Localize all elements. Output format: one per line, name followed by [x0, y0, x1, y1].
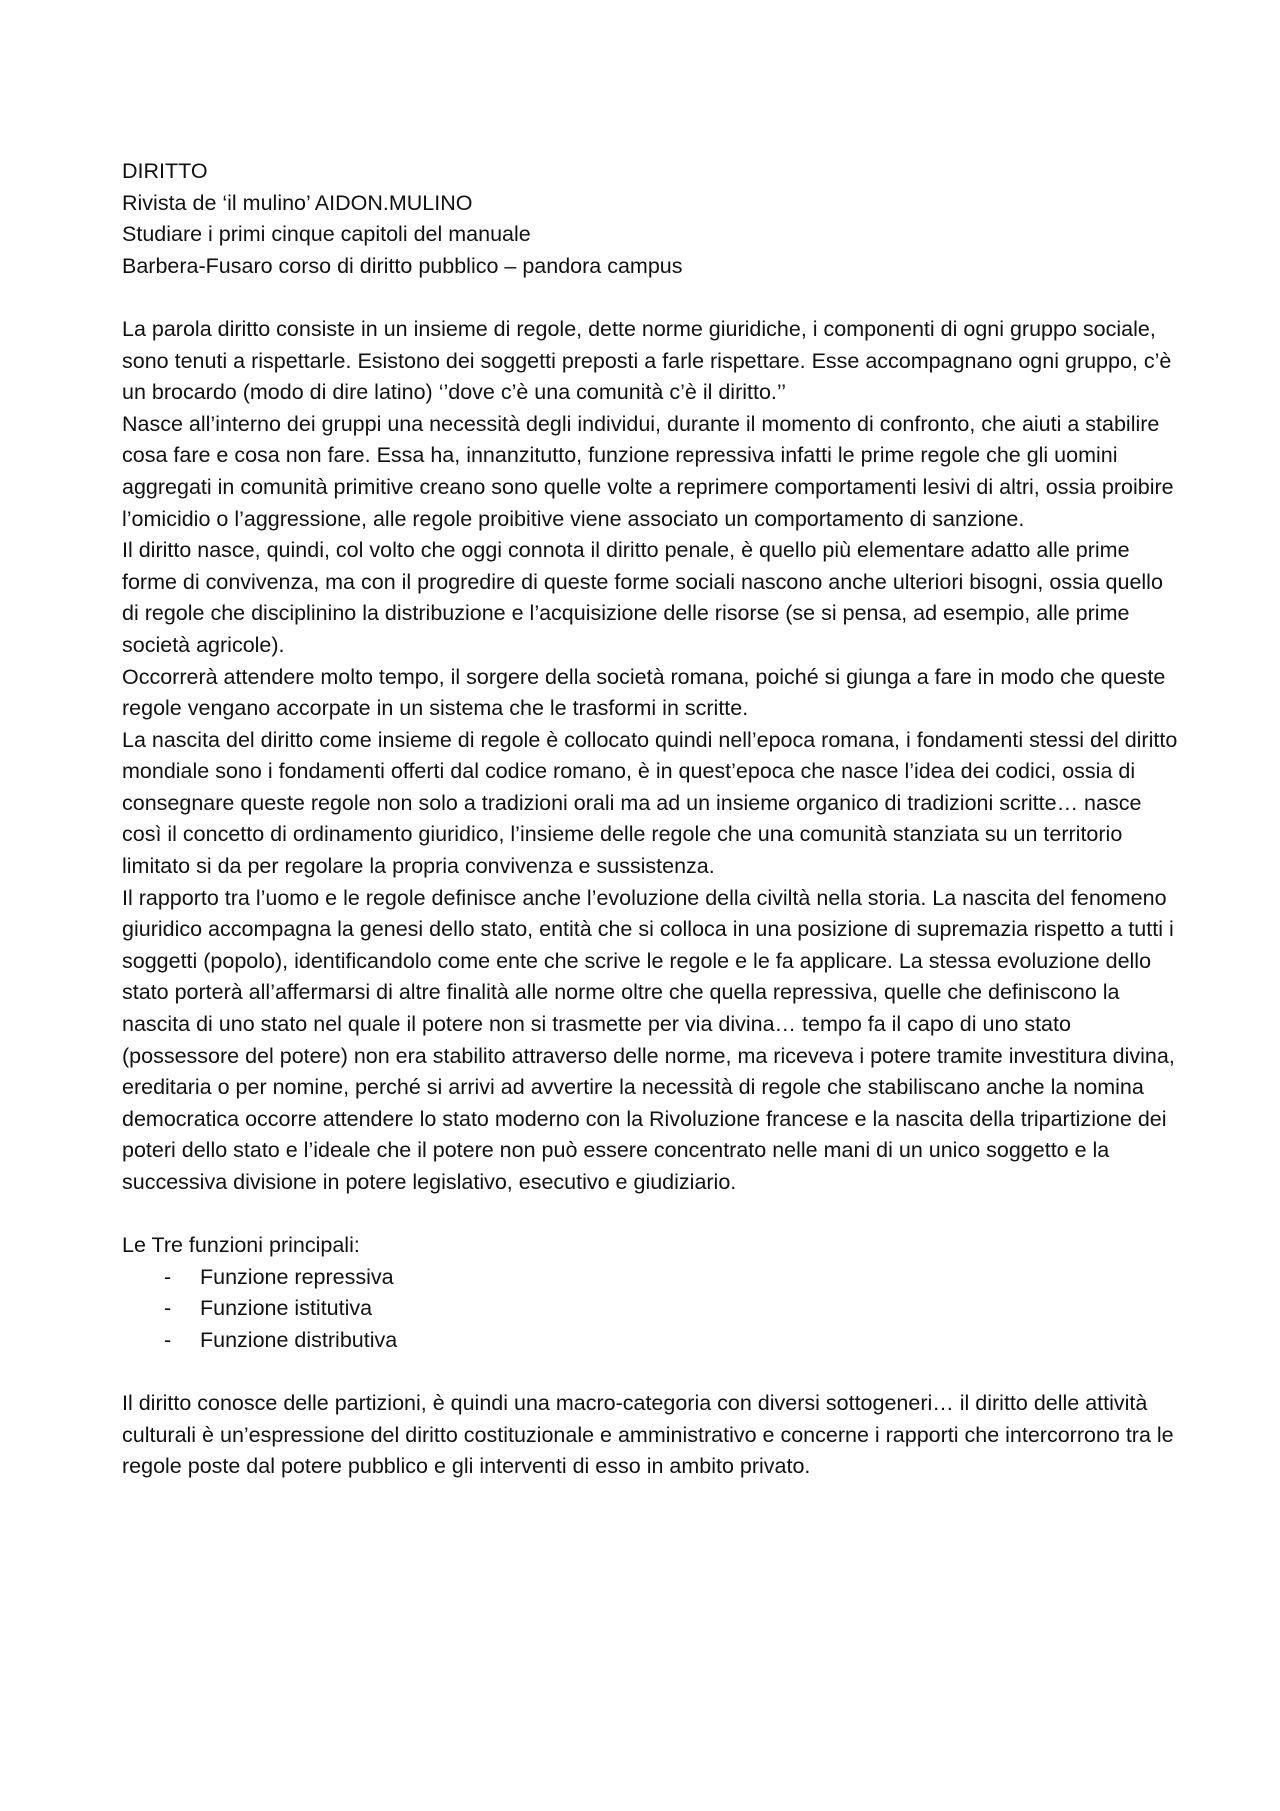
header-line-study: Studiare i primi cinque capitoli del manuale [122, 222, 531, 247]
paragraph-partitions: Il diritto conosce delle partizioni, è quindi una macro-categoria con diversi sottogeneri… il diritto delle attività culturali è un’espressione del diritto costituzionale e amministrativo e concerne i rapporti che intercorrono tra le regole poste dal potere pubblico e gli interventi di esso in ambito privato. [122, 1391, 1174, 1479]
list-dash: - [164, 1264, 172, 1289]
functions-heading: Le Tre funzioni principali: [122, 1233, 360, 1258]
list-item-label: Funzione repressiva [200, 1264, 394, 1289]
paragraph-roman-law: La nascita del diritto come insieme di regole è collocato quindi nell’epoca romana, i fondamenti stessi del diritto mondiale sono i fondamenti offerti dal codice romano, è in quest’epoca che nasce l’idea dei codici, ossia di consegnare queste regole non solo a tradizioni orali ma ad un insieme organico di tradizioni scritte… nasce così il concetto di ordinamento giuridico, l’insieme delle regole che una comunità stanziata su un territorio limitato si da per regolare la propria convivenza e sussistenza. [122, 727, 1178, 879]
header-line-journal: Rivista de ‘il mulino’ AIDON.MULINO [122, 190, 473, 215]
list-item-label: Funzione distributiva [200, 1327, 398, 1352]
list-dash: - [164, 1296, 172, 1321]
list-item [122, 1325, 1182, 1357]
spacer [122, 1199, 1182, 1231]
list-item-label: Funzione istitutiva [200, 1296, 373, 1321]
paragraph-roman-society: Occorrerà attendere molto tempo, il sorgere della società romana, poiché si giunga a fare in modo che queste regole vengano accorpate in un sistema che le trasformi in scritte. [122, 664, 1166, 721]
spacer [122, 1357, 1182, 1389]
paragraph-definition: La parola diritto consiste in un insieme di regole, dette norme giuridiche, i componenti di ogni gruppo sociale, sono tenuti a rispettarle. Esistono dei soggetti preposti a farle rispettare. Esse accompagnano ogni gruppo, c’è un brocardo (modo di dire latino) ‘’dove c’è una comunità c’è il diritto.’’ [122, 316, 1172, 405]
list-dash: - [164, 1327, 172, 1352]
header-line-manual: Barbera-Fusaro corso di diritto pubblico – pandora campus [122, 253, 683, 278]
paragraph-origins: Nasce all’interno dei gruppi una necessità degli individui, durante il momento di confronto, che aiuti a stabilire cosa fare e cosa non fare. Essa ha, innanzitutto, funzione repressiva infatti le prime regole che gli uomini aggregati in comunità primitive creano sono quelle volte a reprimere comportamenti lesivi di altri, ossia proibire l’omicidio o l’aggressione, alle regole proibitive viene associato un comportamento di sanzione. [122, 411, 1174, 531]
spacer [122, 282, 1182, 314]
list-item [122, 1293, 1182, 1325]
document-body [122, 156, 1182, 1483]
list-item [122, 1262, 1182, 1294]
document-title: DIRITTO [122, 159, 208, 183]
paragraph-penal-law: Il diritto nasce, quindi, col volto che oggi connota il diritto penale, è quello più elementare adatto alle prime forme di convivenza, ma con il progredire di queste forme sociali nascono anche ulteriori bisogni, ossia quello di regole che disciplinino la distribuzione e l’acquisizione delle risorse (se si pensa, ad esempio, alle prime società agricole). [122, 538, 1163, 657]
functions-list [122, 1262, 1182, 1357]
paragraph-state: Il rapporto tra l’uomo e le regole definisce anche l’evoluzione della civiltà nella storia. La nascita del fenomeno giuridico accompagna la genesi dello stato, entità che si colloca in una posizione di supremazia rispetto a tutti i soggetti (popolo), identificandolo come ente che scrive le regole e le fa applicare. La stessa evoluzione dello stato porterà all’affermarsi di altre finalità alle norme oltre che quella repressiva, quelle che definiscono la nascita di uno stato nel quale il potere non si trasmette per via divina… tempo fa il capo di uno stato (possessore del potere) non era stabilito attraverso delle norme, ma riceveva i potere tramite investitura divina, ereditaria o per nomine, perché si arrivi ad avvertire la necessità di regole che stabiliscano anche la nomina democratica occorre attendere lo stato moderno con la Rivoluzione francese e la nascita della tripartizione dei poteri dello stato e l’ideale che il potere non può essere concentrato nelle mani di un unico soggetto e la successiva divisione in potere legislativo, esecutivo e giudiziario. [122, 885, 1175, 1194]
